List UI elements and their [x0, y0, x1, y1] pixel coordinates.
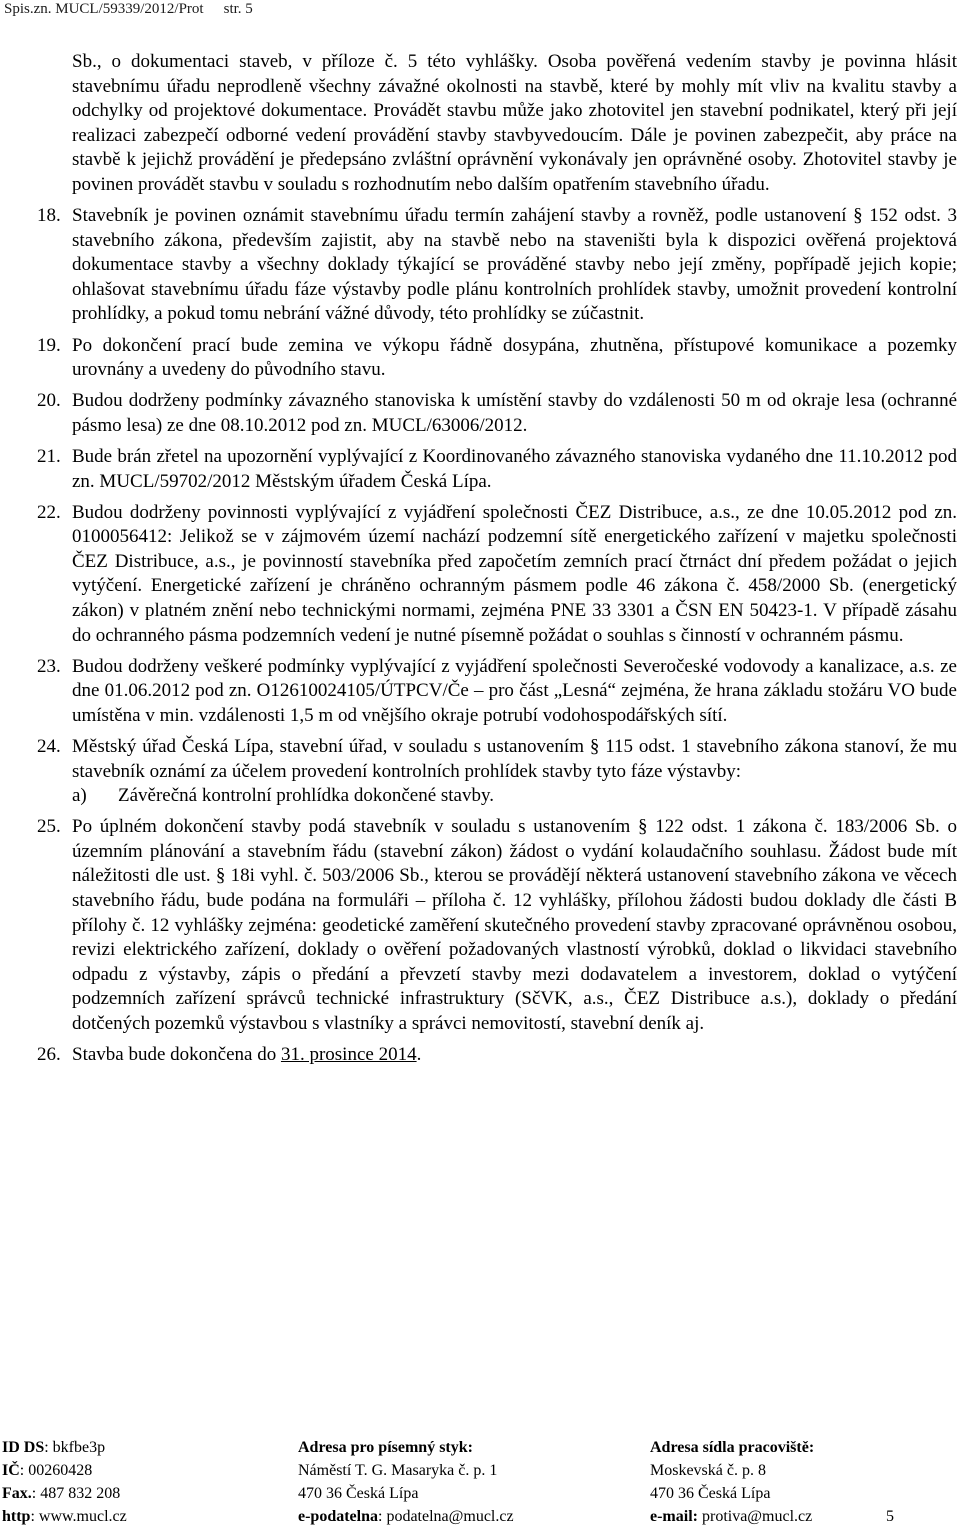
sub-item-a [72, 784, 957, 809]
footer-ic [2, 1459, 127, 1482]
item-number: 21. [37, 445, 61, 467]
page-label: str. 5 [223, 1, 253, 17]
footer-office-line1: Moskevská č. p. 8 [650, 1462, 766, 1479]
item-text: Budou dodrženy veškeré podmínky vyplývající z vyjádření společnosti Severočeské vodovody a kanalizace, a.s. ze dne 01.06.2012 pod zn. O12610024105/ÚTPCV/Če – pro část „Lesná“ zejména, že hrana základu stožáru VO bude umístěna v min. vzdálenosti 1,5 m od vnějšího okraje potrubí vodohospodářských sítí. [72, 655, 957, 726]
item-number: 24. [37, 735, 61, 757]
item-text: Bude brán zřetel na upozornění vyplývající z Koordinovaného závazného stanoviska vydaného dne 11.10.2012 pod zn. MUCL/59702/2012 Městským úřadem Česká Lípa. [72, 445, 957, 492]
footer-value[interactable]: : podatelna@mucl.cz [378, 1508, 514, 1525]
footer-value: : bkfbe3p [44, 1439, 106, 1456]
condition-item-26 [37, 1043, 957, 1068]
footer-label: IČ [2, 1462, 20, 1479]
item-number: 19. [37, 334, 61, 356]
document-body [37, 50, 957, 1068]
condition-item-20 [37, 389, 957, 438]
footer-value[interactable]: : www.mucl.cz [30, 1508, 127, 1525]
item-text-tail: . [416, 1044, 422, 1066]
footer-postal-address [298, 1436, 514, 1528]
item-text: Budou dodrženy podmínky závazného stanoviska k umístění stavby do vzdálenosti 50 m od okraje lesa (ochranné pásmo lesa) ze dne 08.10.2012 pod zn. MUCL/63006/2012. [72, 390, 957, 436]
footer-email [650, 1505, 814, 1528]
footer-label: e-mail: [650, 1508, 698, 1525]
footer-value: : 00260428 [19, 1462, 93, 1479]
item-text: Městský úřad Česká Lípa, stavební úřad, v souladu s ustanovením § 115 odst. 1 stavebního zákona stanoví, že mu stavebník oznámí za účelem provedení kontrolních prohlídek stavby tyto fáze výstavby: [72, 735, 957, 782]
footer-value: : 487 832 208 [31, 1485, 121, 1502]
condition-item-19 [37, 334, 957, 383]
footer-office-address [650, 1436, 814, 1528]
intro-paragraph: Sb., o dokumentaci staveb, v příloze č. 5 této vyhlášky. Osoba pověřená vedením stavby je povinna hlásit stavebnímu úřadu neprodleně všechny závažné okolnosti na stavbě, které by mohly mít vliv na kvalitu stavby a odchylky od projektové dokumentace. Provádět stavbu může jako zhotovitel jen stavební podnikatel, který při její realizaci zabezpečí odborné vedení provádění stavby stavbyvedoucím. Dále je povinen zabezpečit, aby práce na stavbě k jejichž provádění je předepsáno zvláštní oprávnění vykonávaly jen oprávněné osoby. Zhotovitel stavby je povinen provádět stavbu v souladu s rozhodnutím nebo dalším opatřením stavebního úřadu. [72, 51, 957, 195]
footer-fax [2, 1482, 127, 1505]
footer-value[interactable]: protiva@mucl.cz [697, 1508, 813, 1525]
item-number: 18. [37, 205, 61, 227]
item-text: Budou dodrženy povinnosti vyplývající z vyjádření společnosti ČEZ Distribuce, a.s., ze dne 10.05.2012 pod zn. 0100056412: Jelikož se v zájmovém území nachází podzemní sítě energetického zařízení v majetku společnosti ČEZ Distribuce, a.s., je povinností stavebníka před započetím zemních prací čtrnáct dní předem požádat o jejich vytýčení. Energetické zařízení je chráněno ochranným pásmem podle 46 zákona č. 458/2000 Sb. (energetický zákon) v platném znění nebo technickými normami, zejména PNE 33 3301 a ČSN EN 50423-1. V případě zásahu do ochranného pásma podzemních vedení je nutné písemně požádat o souhlas s činností v ochranném pásmu. [72, 501, 957, 646]
footer-label: e-podatelna [298, 1508, 378, 1525]
footer-postal-title: Adresa pro písemný styk: [298, 1439, 473, 1456]
sub-item-number: a) [72, 785, 87, 807]
footer-epodatelna [298, 1505, 514, 1528]
completion-date: 31. prosince 2014 [280, 1044, 417, 1066]
item-number: 22. [37, 501, 61, 523]
footer-postal-line1: Náměstí T. G. Masaryka č. p. 1 [298, 1462, 498, 1479]
footer-page-number: 5 [886, 1508, 894, 1525]
item-number: 26. [37, 1044, 61, 1066]
footer-office-line2: 470 36 Česká Lípa [650, 1485, 771, 1502]
footer-label: http [2, 1508, 31, 1525]
item-number: 20. [37, 390, 61, 412]
footer-identifiers [2, 1436, 127, 1528]
condition-item-24 [37, 735, 957, 809]
condition-item-22 [37, 501, 957, 649]
footer-postal-line2: 470 36 Česká Lípa [298, 1485, 419, 1502]
sub-item-text: Závěrečná kontrolní prohlídka dokončené stavby. [118, 785, 495, 807]
item-text: Stavebník je povinen oznámit stavebnímu úřadu termín zahájení stavby a rovněž, podle ustanovení § 152 odst. 3 stavebního zákona, především zajistit, aby na stavbě nebo na staveništi byla k dispozici ověřená projektová dokumentace stavby a všechny doklady týkající se prováděné stavby nebo její změny, popřípadě jejich kopie; ohlašovat stavebnímu úřadu fáze výstavby podle plánu kontrolních prohlídek stavby, umožnit provedení kontrolní prohlídky, a pokud tomu nebrání vážné důvody, této prohlídky se zúčastnit. [72, 205, 957, 325]
document-reference: Spis.zn. MUCL/59339/2012/Prot [4, 1, 204, 17]
item-number: 25. [37, 816, 61, 838]
page-header [4, 0, 253, 18]
footer-id-ds [2, 1436, 127, 1459]
footer-label: Fax. [2, 1485, 32, 1502]
condition-item-18 [37, 204, 957, 327]
footer-label: ID DS [2, 1439, 45, 1456]
condition-item-23 [37, 655, 957, 729]
item-text: Po dokončení prací bude zemina ve výkopu řádně dosypána, zhutněna, přístupové komunikace a pozemky urovnány a uvedeny do původního stavu. [72, 334, 957, 381]
condition-item-21 [37, 445, 957, 494]
item-text: Po úplném dokončení stavby podá stavebník v souladu s ustanovením § 122 odst. 1 zákona č. 183/2006 Sb. o územním plánování a stavebním řádu (stavební zákon) žádost o vydání kolaudačního souhlasu. Žádost bude mít náležitosti dle ust. § 18i vyhl. č. 503/2006 Sb., kterou se provádějí některá ustanovení stavebního zákona ve věcech stavebního řádu, bude podána na formuláři – příloha č. 12 vyhlášky, přílohou žádosti budou doklady dle části B přílohy č. 12 vyhlášky zejména: geodetické zaměření skutečného provedení stavby zpracované oprávněnou osobou, revizi elektrického zařízení, doklady o ověření požadovaných vlastností výrobků, doklad o likvidaci stavebního odpadu z výstavby, zápis o předání a převzetí stavby mezi dodavatelem a investorem, doklad o vytýčení podzemních zařízení správců technické infrastruktury (SčVK, a.s., ČEZ Distribuce a.s.), doklady o předání dotčených pozemků výstavbou s vlastníky a správci nemovitostí, stavební deník aj. [72, 816, 957, 1034]
footer-http [2, 1505, 127, 1528]
item-text: Stavba bude dokončena do [72, 1044, 281, 1066]
footer-office-title: Adresa sídla pracoviště: [650, 1439, 815, 1456]
item-number: 23. [37, 655, 61, 677]
condition-item-25 [37, 815, 957, 1036]
